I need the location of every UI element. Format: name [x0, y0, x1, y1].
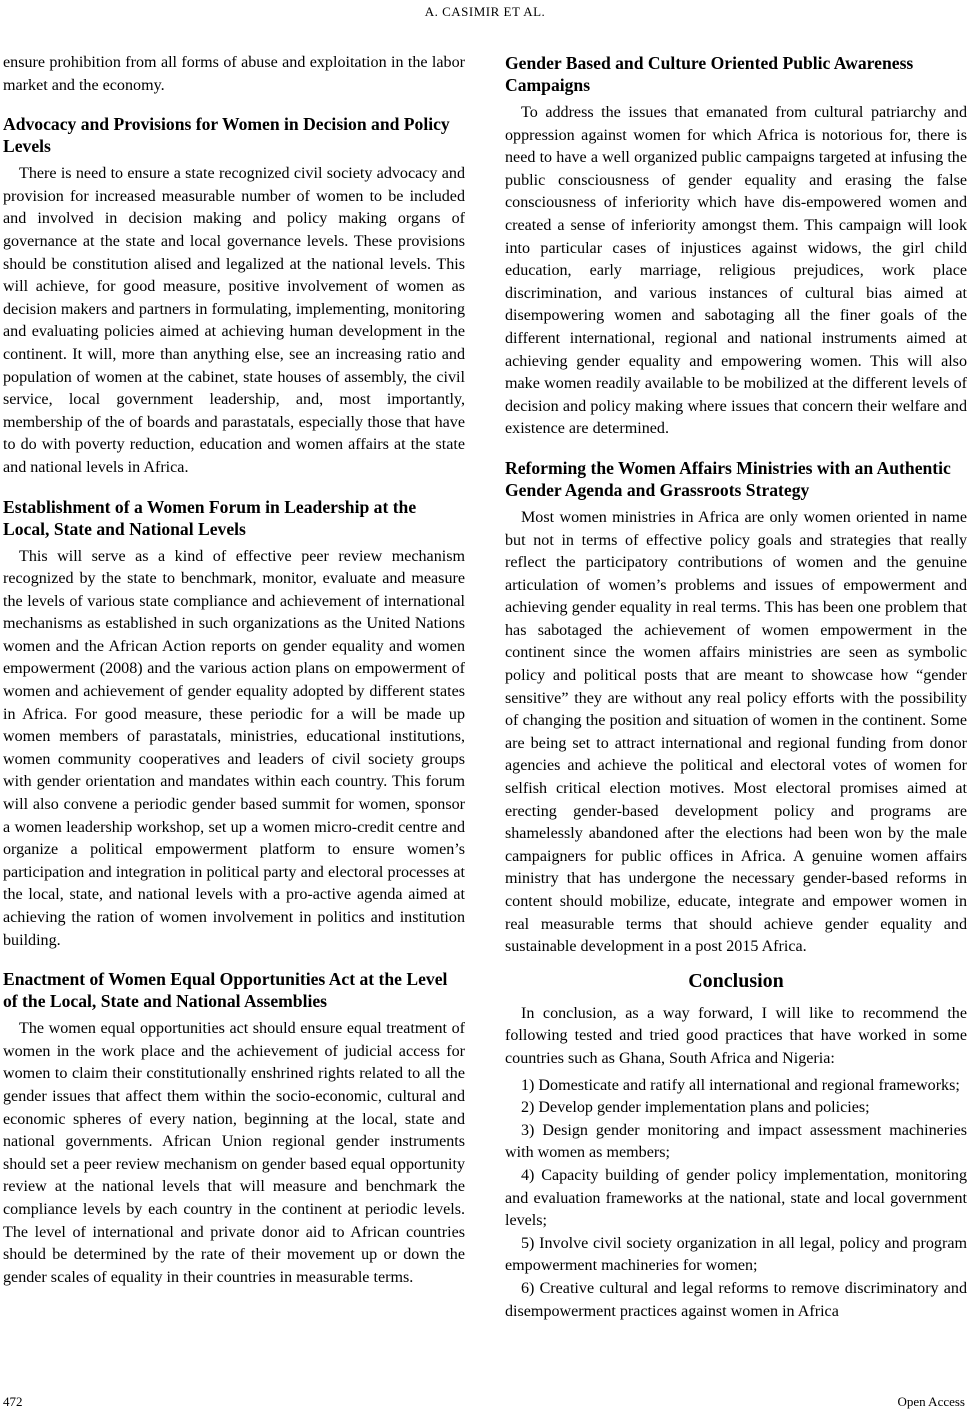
- spacer: [505, 441, 967, 457]
- intro-paragraph: ensure prohibition from all forms of abuse and exploitation in the labor market and the economy.: [3, 54, 465, 94]
- section-body-women-forum: This will serve as a kind of effective peer review mechanism recognized by the state to benchmark, monitor, evaluate and measure the levels of various state compliance and achievement of international mechanisms as established in such organizations as the United Nations women and the African Action reports on gender equality and women empowerment (2008) and the various action plans on empowerment of women and achievement of gender equality adopted by different states in Africa. For good measure, these periodic for a will be made up women members of parastatals, ministries, educational institutions, women community cooperatives and leaders of civil society groups with gender orientation and mandates within each country. This forum will also convene a periodic gender based summit for women, sponsor a women leadership workshop, set up a women micro-credit centre and organize a political empowerment platform to ensure women’s participation and integration in political party and electoral processes at the local, state, and national levels with a pro-active agenda aimed at achieving the ration of women involvement in politics and institution building.: [3, 547, 465, 949]
- spacer: [3, 480, 465, 496]
- section-heading-advocacy: Advocacy and Provisions for Women in Decision and Policy Levels: [3, 114, 450, 157]
- section-heading-ministries-reform: Reforming the Women Affairs Ministries with an Authentic Gender Agenda and Grassroots Strategy: [505, 457, 951, 500]
- conclusion-list-item: 2) Develop gender implementation plans and policies;: [521, 1099, 870, 1117]
- conclusion-list-item: 1) Domesticate and ratify all international and regional frameworks;: [521, 1076, 960, 1094]
- conclusion-intro: In conclusion, as a way forward, I will like to recommend the following tested and tried good practices that have worked in some countries such as Ghana, South Africa and Nigeria:: [505, 1004, 967, 1067]
- section-body-ministries-reform: Most women ministries in Africa are only women oriented in name but not in terms of effective policy goals and strategies that really reflect the participatory contributions of women and the genuine articulation of women’s problems and issues of empowerment and achieving gender equality in real terms. This has been one problem that has sabotaged the achievement of women empowerment in the continent since the women affairs ministries are seen as symbolic policy and political posts that are meant to showcase how “gender sensitive” they are without any real policy efforts with the possibility of changing the position and situation of women in the continent. Some are being set to attract international and regional funding from donor agencies and achieve the political and electoral votes of women for selfish critical election motives. Most electoral promises aimed at erecting gender-based development policy and programs are shamelessly abandoned after the elections had been won by the male campaigners for public offices in Africa. A genuine women affairs ministry that has undergone the necessary gender-based reforms in content should mobilize, educate, integrate and empower women in real measurable terms that should achieve gender equality and sustainable development in a post 2015 Africa.: [505, 508, 967, 956]
- section-heading-awareness-campaigns: Gender Based and Culture Oriented Public Awareness Campaigns: [505, 53, 914, 95]
- left-column: [3, 52, 465, 1289]
- right-column: [505, 52, 967, 1323]
- section-body-equal-opportunities: The women equal opportunities act should ensure equal treatment of women in the work place and the achievement of judicial access for women to claim their constitutionally enshrined rights related to all the gender issues that affect them within the socio-economic, cultural and economic spheres of every nation, beginning at the local, state and national governments. African Union regional gender instruments should set a peer review mechanism on gender based equal opportunity review at the national levels that will measure and benchmark the compliance levels by each country in the continent at periodic levels. The level of international and private donor aid to African countries should be determined by the rate of their movement up or down the gender scales of equality in their countries in measurable terms.: [3, 1020, 465, 1286]
- conclusion-list-item: 4) Capacity building of gender policy implementation, monitoring and evaluation frameworks at the national, state and local government levels;: [505, 1166, 967, 1230]
- conclusion-list-item: 5) Involve civil society organization in all legal, policy and program empowerment machineries for women;: [505, 1234, 967, 1275]
- section-heading-women-forum: Establishment of a Women Forum in Leadership at the Local, State and National Levels: [3, 496, 417, 539]
- page-footer: [3, 1394, 965, 1410]
- conclusion-list-item: 6) Creative cultural and legal reforms to remove discriminatory and disempowerment practices against women in Africa: [505, 1279, 967, 1320]
- section-heading-equal-opportunities: Enactment of Women Equal Opportunities Act at the Level of the Local, State and National Assemblies: [3, 969, 448, 1012]
- running-head: A. CASIMIR ET AL.: [424, 4, 546, 19]
- journal-label: Open Access: [897, 1394, 965, 1409]
- section-body-awareness-campaigns: To address the issues that emanated from cultural patriarchy and oppression against women for which Africa is notorious for, there is need to have a well organized public campaigns targeted at infusing the public consciousness of gender equality and erasing the false consciousness of inferiority which have dis-empowered women and created a sense of inferiority amongst them. This campaign will look into particular cases of injustices against widows, the girl child education, early marriage, religious prejudices, work place discrimination, and various instances of cultural bias aimed at disempowering women and sabotaging all the finer goals of the different international, regional and national instruments aimed at achieving gender equality and empowering women. This will also make women readily available to be mobilized at the different levels of decision and policy making where issues that concern their welfare and existence are determined.: [505, 104, 967, 438]
- spacer: [3, 97, 465, 113]
- page-number: 472: [3, 1394, 23, 1409]
- conclusion-heading: Conclusion: [688, 969, 784, 992]
- spacer: [3, 952, 465, 968]
- conclusion-list-item: 3) Design gender monitoring and impact assessment machineries with women as members;: [505, 1121, 967, 1162]
- section-body-advocacy: There is need to ensure a state recognized civil society advocacy and provision for increased measurable number of women to be included and involved in decision making and policy making organs of governance at the state and local governance levels. These provisions should be constitution alised and legalized at the national levels. This will achieve, for good measure, positive involvement of women as decision makers and partners in formulating, implementing, monitoring and evaluating policies aimed at achieving human development in the continent. It will, more than anything else, see an increasing ratio and population of women at the cabinet, state houses of assembly, the civil service, local government leadership, and, most importantly, membership of the of boards and parastatals, especially those that have to do with poverty reduction, education and women affairs at the state and national levels in Africa.: [3, 165, 465, 476]
